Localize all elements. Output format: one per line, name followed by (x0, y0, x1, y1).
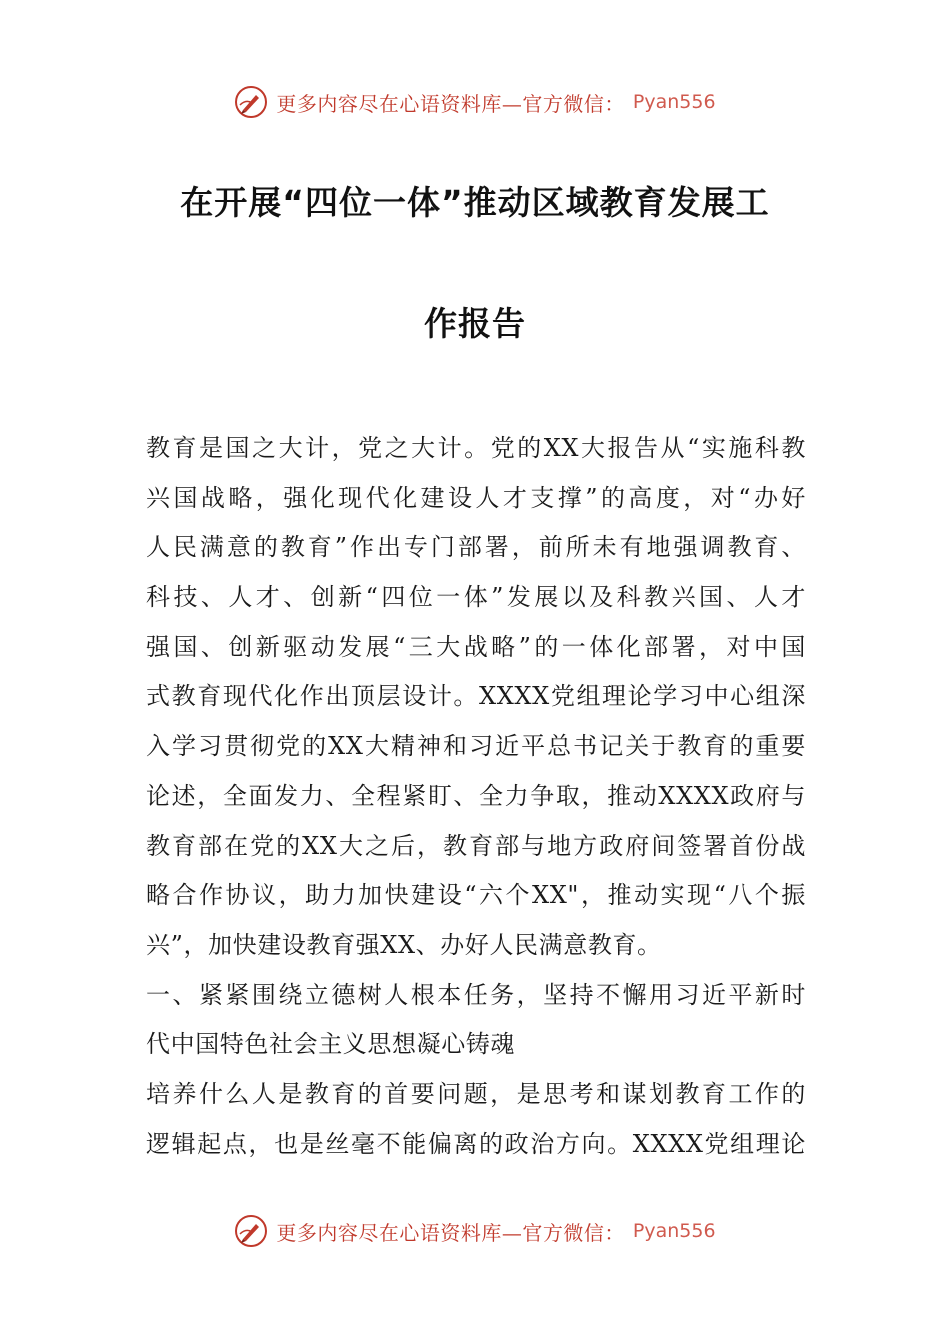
pen-logo-icon (234, 85, 268, 119)
document-title-line-2: 作报告 (424, 304, 526, 343)
footer-banner (0, 1211, 950, 1251)
body-line: 兴国战略，强化现代化建设人才支撑”的高度，对“办好 (146, 483, 806, 512)
body-line: 论述，全面发力、全程紧盯、全力争取，推动XXXX政府与 (146, 781, 806, 810)
document-body (146, 428, 806, 1173)
body-line: 教育部在党的XX大之后，教育部与地方政府间签署首份战 (146, 831, 806, 860)
body-line: 略合作协议，助力加快建设“六个XX"，推动实现“八个振 (146, 881, 806, 910)
body-line: 科技、人才、创新“四位一体”发展以及科教兴国、人才 (146, 583, 806, 612)
pen-logo-icon (234, 1214, 268, 1248)
document-title-line-1: 在开展“四位一体”推动区域教育发展工 (180, 183, 770, 222)
body-line: 强国、创新驱动发展“三大战略”的一体化部署，对中国 (146, 632, 806, 661)
banner-text: 更多内容尽在心语资料库—官方微信： (276, 91, 625, 116)
body-line: 式教育现代化作出顶层设计。XXXX党组理论学习中心组深 (146, 682, 806, 711)
body-line: 入学习贯彻党的XX大精神和习近平总书记关于教育的重要 (146, 732, 806, 761)
body-line: 兴”，加快建设教育强XX、办好人民满意教育。 (146, 930, 662, 959)
body-line: 人民满意的教育”作出专门部署，前所未有地强调教育、 (146, 533, 806, 562)
banner-text: 更多内容尽在心语资料库—官方微信： (276, 1220, 625, 1245)
banner-contact: Pyan556 (632, 91, 716, 113)
body-line: 教育是国之大计，党之大计。党的XX大报告从“实施科教 (146, 434, 806, 462)
banner-contact: Pyan556 (632, 1220, 716, 1242)
section-heading-line: 代中国特色社会主义思想凝心铸魂 (146, 1030, 515, 1059)
body-line: 逻辑起点，也是丝毫不能偏离的政治方向。XXXX党组理论 (146, 1129, 806, 1158)
section-heading-line: 一、紧紧围绕立德树人根本任务，坚持不懈用习近平新时 (146, 980, 806, 1009)
header-banner (0, 82, 950, 122)
body-line: 培养什么人是教育的首要问题，是思考和谋划教育工作的 (146, 1079, 806, 1108)
